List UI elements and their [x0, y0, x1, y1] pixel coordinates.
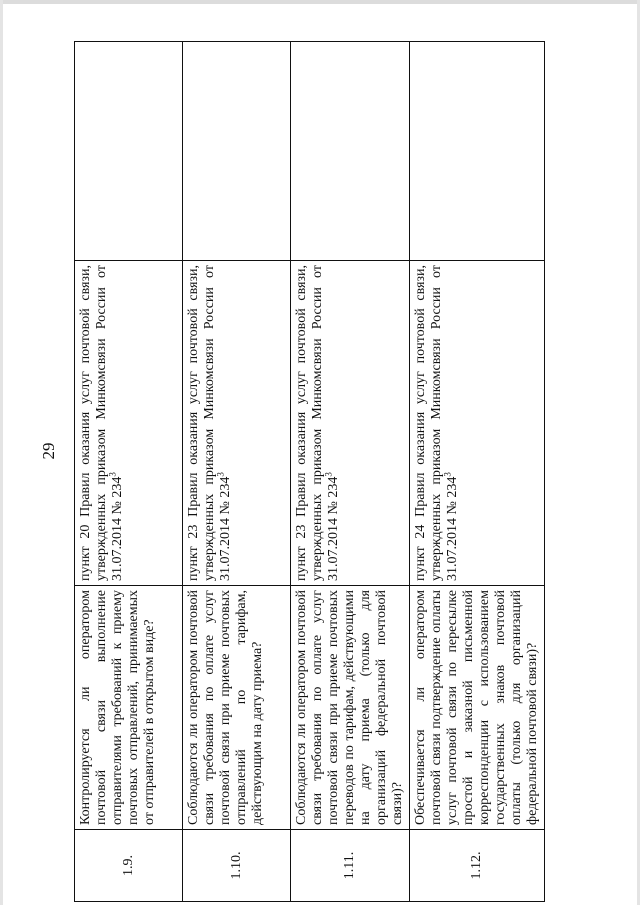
empty-cell	[183, 42, 291, 261]
question-cell: Соблюдаются ли оператором почтовой связи требования по оплате услуг почтовой связи при приеме почтовых отправлений по тарифам, действующим на дату приема?	[183, 586, 291, 830]
scan-edge-left	[0, 0, 3, 905]
table-row	[410, 42, 545, 902]
footnote-mark: 3	[107, 472, 118, 477]
scan-edge-top	[0, 0, 640, 4]
checklist-table	[74, 41, 545, 902]
reference-cell	[410, 261, 545, 586]
empty-cell	[75, 42, 183, 261]
row-number: 1.10.	[183, 830, 291, 902]
table-row	[75, 42, 183, 902]
page-number: 29	[39, 442, 58, 460]
reference-cell	[291, 261, 410, 586]
row-number: 1.12.	[410, 830, 545, 902]
footnote-mark: 3	[323, 472, 334, 477]
empty-cell	[410, 42, 545, 261]
row-number: 1.11.	[291, 830, 410, 902]
question-cell: Обеспечивается ли оператором почтовой связи подтверждение оплаты услуг почтовой связи по пересылке простой и заказной письменной корреспонденции с использованием государственных знаков почтовой оплаты (только для организаций федеральной почтовой связи)?	[410, 586, 545, 830]
footnote-mark: 3	[442, 472, 453, 477]
footnote-mark: 3	[215, 472, 226, 477]
reference-text: пункт 23 Правил оказания услуг почтовой связи, утвержденных приказом Минкомсвязи России от 31.07.2014 № 234	[294, 265, 341, 581]
table-frame	[74, 42, 540, 902]
table-row	[183, 42, 291, 902]
reference-cell	[183, 261, 291, 586]
reference-cell	[75, 261, 183, 586]
reference-text: пункт 20 Правил оказания услуг почтовой связи, утвержденных приказом Минкомсвязи России от 31.07.2014 № 234	[78, 265, 125, 581]
table-row	[291, 42, 410, 902]
reference-text: пункт 23 Правил оказания услуг почтовой связи, утвержденных приказом Минкомсвязи России от 31.07.2014 № 234	[186, 265, 233, 581]
reference-text: пункт 24 Правил оказания услуг почтовой связи, утвержденных приказом Минкомсвязи России от 31.07.2014 № 234	[413, 265, 460, 581]
empty-cell	[291, 42, 410, 261]
question-cell: Соблюдаются ли оператором почтовой связи требования по оплате услуг почтовой связи при приеме почтовых переводов по тарифам, действующими на дату приема (только для организаций федеральной почтовой связи)?	[291, 586, 410, 830]
row-number: 1.9.	[75, 830, 183, 902]
question-cell: Контролируется ли оператором почтовой связи выполнение отправителями требований к приему почтовых отправлений, принимаемых от отправителей в открытом виде?	[75, 586, 183, 830]
